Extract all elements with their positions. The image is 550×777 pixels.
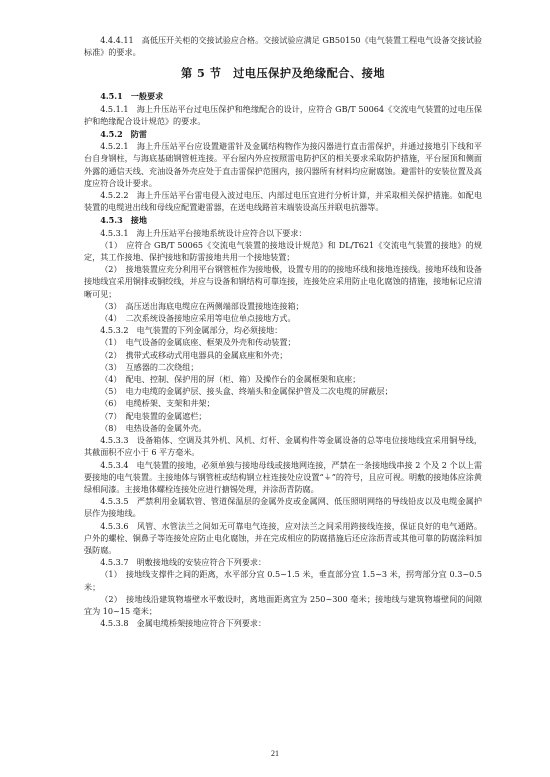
list-item: （4） 二次系统设备接地应采用等电位单点接地方式。 — [100, 313, 296, 324]
heading-4-5-3: 4.5.3 接地 — [100, 215, 147, 226]
page-number: 21 — [271, 749, 279, 758]
list-item: （2） 携带式或移动式用电器具的金属底座和外壳； — [100, 349, 288, 360]
paragraph-4-5-3-3: 4.5.3.3 设备箱体、空调及其外机、风机、灯杆、金属构件等金属设备的总等电位接地线宜采用铜导线，其截面积不应小于 6 平方毫米。 — [84, 435, 482, 458]
list-item: （1） 应符合 GB/T 50065《交流电气装置的接地设计规范》和 DL/T621《交流电气装置的接地》的规定，其工作接地、保护接地和防雷接地共用一个接地装置； — [84, 239, 482, 263]
paragraph-4-5-3-5: 4.5.3.5 严禁利用金属软管、管道保温层的金属外皮或金属网、低压照明网络的导线铅皮以及电缆金属护层作为接地线。 — [84, 496, 482, 519]
paragraph-4-5-3-2: 4.5.3.2 电气装置的下列金属部分，均必须接地： — [100, 325, 283, 336]
list-item: （7） 配电装置的金属遮栏； — [100, 410, 207, 421]
list-item: （6） 电缆桥架、支架和井架； — [100, 398, 215, 409]
list-item: （3） 高压送出海底电缆应在两侧端部设置接地连接箱； — [100, 300, 304, 311]
paragraph-4-5-3-8: 4.5.3.8 金属电缆桥架接地应符合下列要求： — [100, 618, 267, 629]
paragraph-4-5-3-6: 4.5.3.6 风管、水管法兰之间如无可靠电气连接，应对法兰之间采用跨接线连接，保证良好的电气通路。户外的螺栓、铜鼻子等连接处应防止电化腐蚀，并在完成相应的防腐措施后还应涂沥青或其他可靠的防腐涂料加强防腐。 — [84, 520, 482, 555]
heading-4-5-2: 4.5.2 防雷 — [100, 129, 147, 140]
list-item: （3） 互感器的二次绕组； — [100, 361, 199, 372]
section-title: 第 5 节 过电压保护及绝缘配合、接地 — [180, 66, 386, 81]
paragraph-4-5-3-1: 4.5.3.1 海上升压站平台接地系统设计应符合以下要求： — [100, 227, 307, 238]
list-item: （8） 电热设备的金属外壳。 — [100, 422, 207, 433]
paragraph-4-5-1-1: 4.5.1.1 海上升压站平台过电压保护和绝缘配合的设计，应符合 GB/T 50064《交流电气装置的过电压保护和绝缘配合设计规范》的要求。 — [84, 103, 482, 126]
document-page — [84, 34, 482, 629]
paragraph-4-4-4-11: 4.4.4.11 高低压开关柜的交接试验应合格。交接试验应满足 GB50150《电气装置工程电气设备交接试验标准》的要求。 — [84, 35, 482, 58]
list-item: （5） 电力电缆的金属护层、接头盒、终端头和金属保护管及二次电缆的屏蔽层； — [100, 386, 393, 397]
list-item: （2） 接地线沿建筑物墙壁水平敷设时，离地面距离宜为 250~300 毫米；接地线与建筑物墙壁间的间隙宜为 10~15 毫米； — [84, 593, 482, 616]
heading-4-5-1: 4.5.1 一般要求 — [100, 91, 164, 102]
paragraph-4-5-3-4: 4.5.3.4 电气装置的接地，必须单独与接地母线或接地网连接，严禁在一条接地线串接 2 个及 2 个以上需要接地的电气装置。主接地体与钢管桩或结构钢立柱连接处应设置“⏚”的符号，且应可视。明敷的接地体应涂黄绿相间漆。主接地体螺栓连接处应进行搪锡处理，并涂沥青防腐。 — [84, 459, 482, 494]
paragraph-4-5-3-7: 4.5.3.7 明敷接地线的安装应符合下列要求： — [100, 557, 267, 568]
list-item: （1） 电气设备的金属底座、框架及外壳和传动装置； — [100, 337, 296, 348]
paragraph-4-5-2-2: 4.5.2.2 海上升压站平台雷电侵入波过电压、内部过电压宜进行分析计算，并采取相关保护措施。如配电装置的电缆进出线和母线应配置避雷器，在送电线路首末端装设高压并联电抗器等。 — [84, 190, 482, 213]
list-item: （1） 接地线支撑件之间的距离，水平部分宜 0.5~1.5 米，垂直部分宜 1.5~3 米，拐弯部分宜 0.3~0.5 米； — [84, 569, 482, 592]
paragraph-4-5-2-1: 4.5.2.1 海上升压站平台应设置避雷针及金属结构物作为接闪器进行直击雷保护，并通过接地引下线和平台自身钢柱，与海底基础钢管桩连接。平台屋内外应按照雷电防护区的相关要求采取防护措施，平台屋顶和侧面外露的通信天线、充油设备外壳应处于直击雷保护范围内，接闪器所有材料均应耐腐蚀。避雷针的安装位置及高度应符合设计要求。 — [84, 141, 482, 188]
list-item: （4） 配电、控制、保护用的屏（柜、箱）及操作台的金属框架和底座； — [100, 374, 361, 385]
list-item: （2） 接地装置应充分利用平台钢管桩作为接地极，设置专用的的接地环线和接地连接线。接地环线和设备接地线宜采用铜排或铜绞线，并应与设备和钢结构可靠连接，连接处应采用防止电化腐蚀的措施，接地标记应清晰可见； — [84, 264, 482, 299]
